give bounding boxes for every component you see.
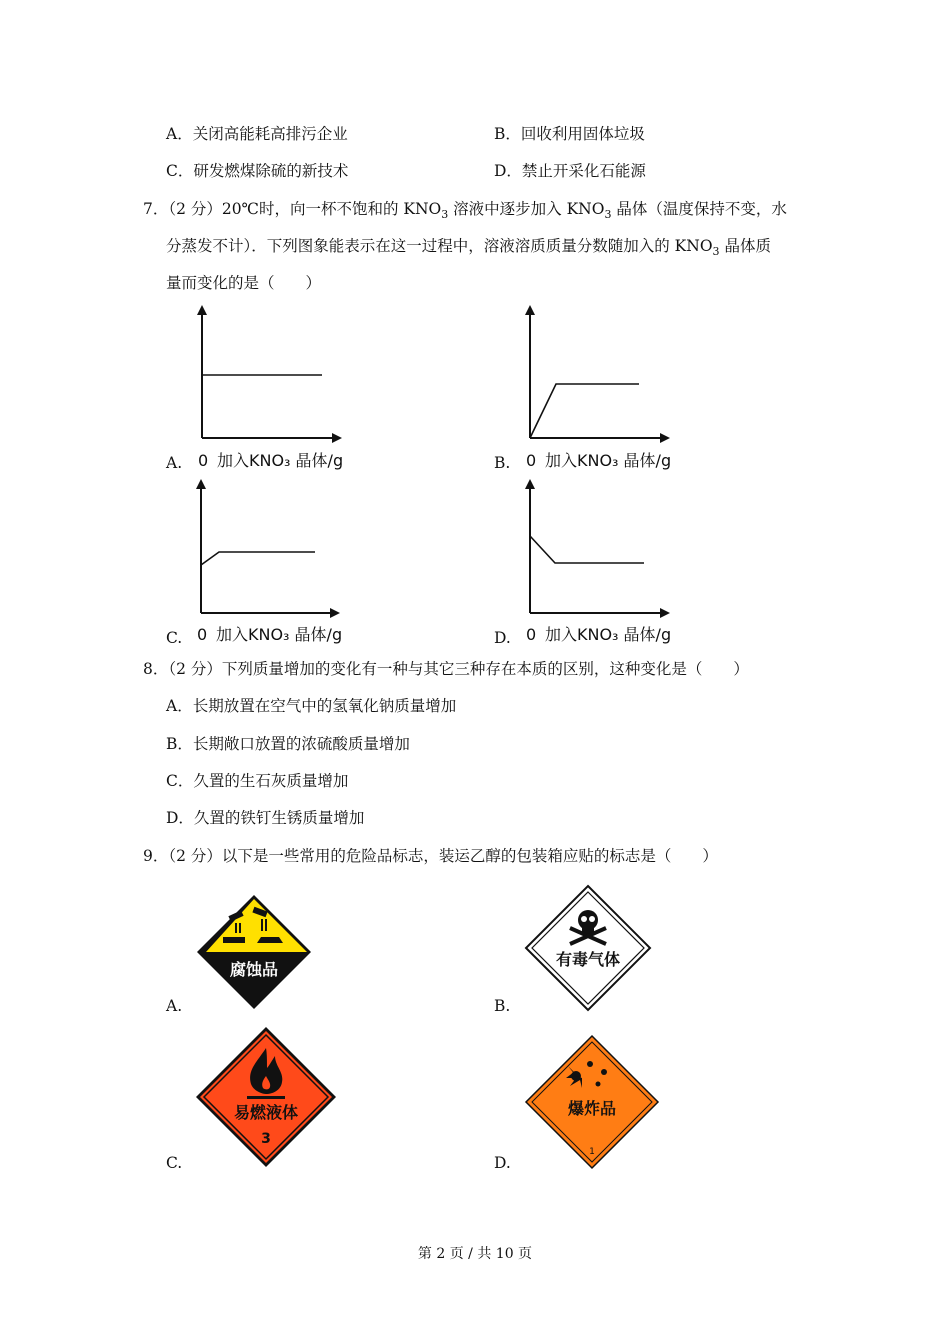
graph-c-label: C.	[166, 629, 183, 647]
graph-a-origin: 0	[198, 451, 209, 470]
q7-stem-line2: 分蒸发不计）．下列图象能表示在这一过程中，溶液溶质质量分数随加入的 $KNO_3$ 晶体质	[166, 237, 771, 259]
q7-stem-line1: 7．（2 分）20℃时，向一杯不饱和的 $KNO_3$ 溶液中逐步加入 $KNO_3$ 晶体（温度保持不变，水	[143, 200, 787, 222]
q6-option-c: C．研发燃煤除硫的新技术	[166, 162, 349, 180]
sign-c-text: 易燃液体	[233, 1103, 299, 1122]
graph-b-origin: 0	[526, 451, 537, 470]
graph-d	[518, 477, 688, 649]
graph-b-label: B.	[494, 454, 511, 472]
q8-option-b: B．长期敞口放置的浓硫酸质量增加	[166, 735, 410, 753]
graph-c-origin: 0	[197, 625, 208, 644]
q6-option-d: D．禁止开采化石能源	[494, 162, 646, 180]
graph-c	[190, 477, 360, 649]
sign-c-number: 3	[261, 1131, 271, 1147]
corrosive-sign	[195, 893, 313, 1011]
sign-a-label: A.	[166, 997, 183, 1015]
graph-c-xaxis-label: 加入KNO₃ 晶体/g	[216, 625, 343, 644]
graph-d-origin: 0	[526, 625, 537, 644]
graph-d-label: D.	[494, 629, 511, 647]
graph-a	[190, 303, 360, 475]
graph-a-label: A.	[166, 454, 183, 472]
q8-stem: 8．（2 分）下列质量增加的变化有一种与其它三种存在本质的区别，这种变化是（ ）	[143, 660, 749, 678]
q9-stem: 9．（2 分）以下是一些常用的危险品标志，装运乙醇的包装箱应贴的标志是（ ）	[143, 847, 718, 865]
sign-d-number: 1	[589, 1147, 595, 1157]
sign-c-label: C.	[166, 1154, 183, 1172]
graph-a-xaxis-label: 加入KNO₃ 晶体/g	[217, 451, 344, 470]
flammable-liquid-sign	[195, 1026, 337, 1168]
q6-option-a: A．关闭高能耗高排污企业	[166, 125, 348, 143]
sign-b-text: 有毒气体	[555, 950, 621, 969]
q8-option-c: C．久置的生石灰质量增加	[166, 772, 349, 790]
graph-b	[518, 303, 688, 475]
q8-option-d: D．久置的铁钉生锈质量增加	[166, 809, 365, 827]
toxic-gas-sign	[524, 884, 652, 1012]
q7-stem-line3: 量而变化的是（ ）	[166, 274, 322, 292]
sign-b-label: B.	[494, 997, 511, 1015]
explosive-sign	[524, 1034, 660, 1170]
graph-d-xaxis-label: 加入KNO₃ 晶体/g	[545, 625, 672, 644]
page-footer: 第 2 页 / 共 10 页	[417, 1246, 533, 1262]
sign-d-text: 爆炸品	[567, 1099, 617, 1118]
q8-option-a: A．长期放置在空气中的氢氧化钠质量增加	[166, 697, 457, 715]
q6-option-b: B．回收利用固体垃圾	[494, 125, 645, 143]
sign-d-label: D.	[494, 1154, 511, 1172]
graph-b-xaxis-label: 加入KNO₃ 晶体/g	[545, 451, 672, 470]
sign-a-text: 腐蚀品	[229, 960, 279, 979]
